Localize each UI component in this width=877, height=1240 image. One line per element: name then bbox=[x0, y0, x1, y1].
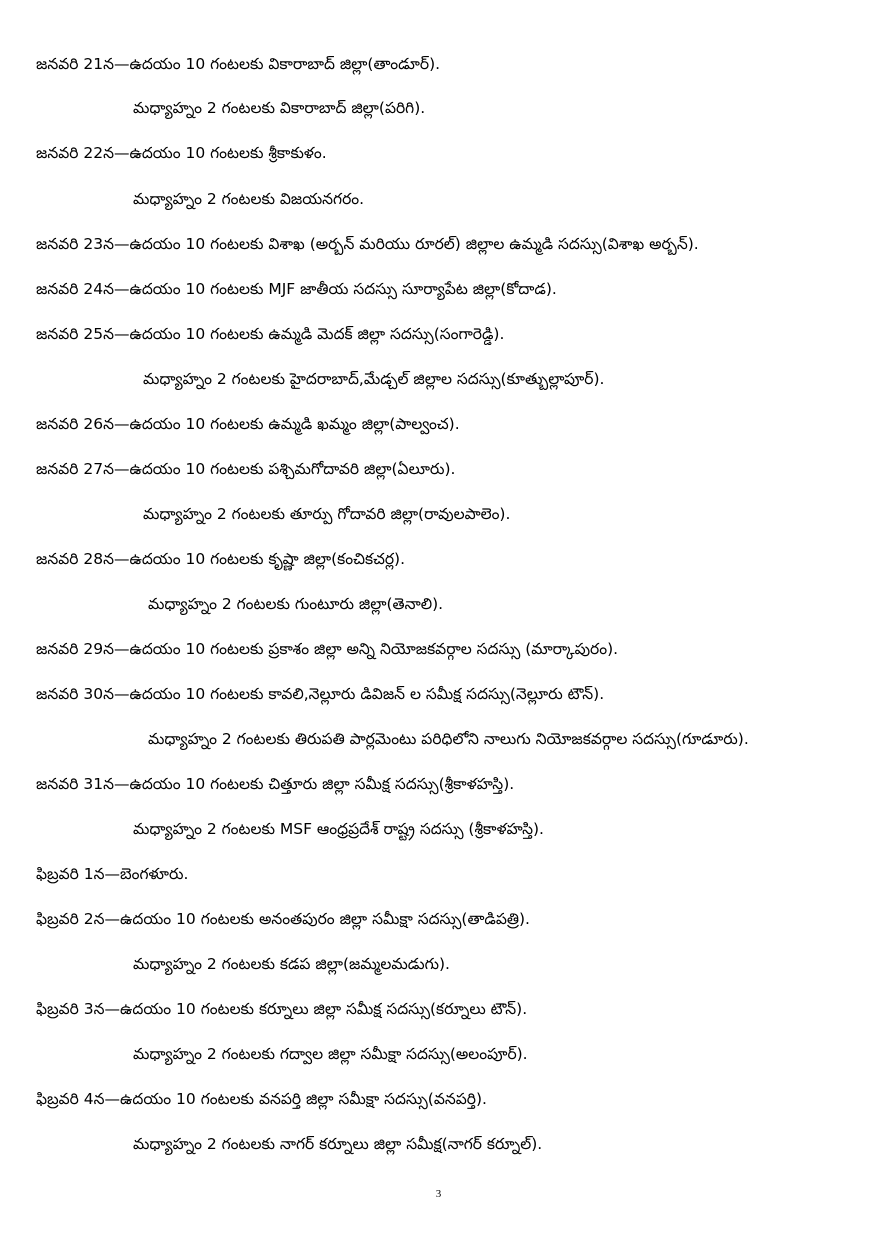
schedule-line: జనవరి 31న—ఉదయం 10 గంటలకు చిత్తూరు జిల్లా సమీక్ష సదస్సు(శ్రీకాళహస్తి). bbox=[36, 775, 515, 793]
schedule-line: మధ్యాహ్నం 2 గంటలకు విజయనగరం. bbox=[133, 190, 365, 208]
schedule-line: ఫిబ్రవరి 1న—బెంగళూరు. bbox=[36, 865, 189, 883]
schedule-line: మధ్యాహ్నం 2 గంటలకు గద్వాల జిల్లా సమీక్షా సదస్సు(అలంపూర్). bbox=[133, 1045, 528, 1063]
schedule-line: జనవరి 28న—ఉదయం 10 గంటలకు కృష్ణా జిల్లా(కంచికచర్ల). bbox=[36, 550, 406, 568]
schedule-line: జనవరి 25న—ఉదయం 10 గంటలకు ఉమ్మడి మెదక్ జిల్లా సదస్సు(సంగారెడ్డి). bbox=[36, 325, 505, 343]
page-number: 3 bbox=[435, 1188, 442, 1200]
schedule-line: జనవరి 26న—ఉదయం 10 గంటలకు ఉమ్మడి ఖమ్మం జిల్లా(పాల్వంచ). bbox=[36, 415, 460, 433]
schedule-line: మధ్యాహ్నం 2 గంటలకు వికారాబాద్ జిల్లా(పరిగి). bbox=[133, 99, 426, 117]
schedule-line: జనవరి 23న—ఉదయం 10 గంటలకు విశాఖ (అర్బన్ మరియు రూరల్) జిల్లాల ఉమ్మడి సదస్సు(విశాఖ అర్బన్). bbox=[36, 235, 699, 253]
schedule-line: జనవరి 29న—ఉదయం 10 గంటలకు ప్రకాశం జిల్లా అన్ని నియోజకవర్గాల సదస్సు (మార్కాపురం). bbox=[36, 640, 619, 658]
schedule-line: ఫిబ్రవరి 4న—ఉదయం 10 గంటలకు వనపర్తి జిల్లా సమీక్షా సదస్సు(వనపర్తి). bbox=[36, 1090, 487, 1108]
schedule-line: జనవరి 27న—ఉదయం 10 గంటలకు పశ్చిమగోదావరి జిల్లా(ఏలూరు). bbox=[36, 460, 456, 478]
schedule-line: మధ్యాహ్నం 2 గంటలకు హైదరాబాద్,మేడ్చల్ జిల్లాల సదస్సు(కూత్బుల్లాపూర్). bbox=[143, 370, 605, 388]
schedule-line: జనవరి 24న—ఉదయం 10 గంటలకు MJF జాతీయ సదస్సు సూర్యాపేట జిల్లా(కోదాడ). bbox=[36, 280, 557, 298]
schedule-line: మధ్యాహ్నం 2 గంటలకు నాగర్ కర్నూలు జిల్లా సమీక్ష(నాగర్ కర్నూల్). bbox=[133, 1135, 543, 1153]
schedule-line: మధ్యాహ్నం 2 గంటలకు కడప జిల్లా(జమ్మలమడుగు). bbox=[133, 955, 450, 973]
schedule-line: జనవరి 21న—ఉదయం 10 గంటలకు వికారాబాద్ జిల్లా(తాండూర్). bbox=[36, 55, 441, 73]
schedule-line: మధ్యాహ్నం 2 గంటలకు తిరుపతి పార్లమెంటు పరిధిలోని నాలుగు నియోజకవర్గాల సదస్సు(గూడూరు). bbox=[148, 730, 749, 748]
schedule-line: మధ్యాహ్నం 2 గంటలకు గుంటూరు జిల్లా(తెనాలి). bbox=[148, 595, 444, 613]
schedule-line: ఫిబ్రవరి 2న—ఉదయం 10 గంటలకు అనంతపురం జిల్లా సమీక్షా సదస్సు(తాడిపత్రి). bbox=[36, 910, 530, 928]
schedule-line: మధ్యాహ్నం 2 గంటలకు MSF ఆంధ్రప్రదేశ్ రాష్ట్ర సదస్సు (శ్రీకాళహస్తి). bbox=[133, 820, 544, 838]
schedule-line: మధ్యాహ్నం 2 గంటలకు తూర్పు గోదావరి జిల్లా(రావులపాలెం). bbox=[143, 505, 511, 523]
schedule-line: ఫిబ్రవరి 3న—ఉదయం 10 గంటలకు కర్నూలు జిల్లా సమీక్ష సదస్సు(కర్నూలు టౌన్). bbox=[36, 1000, 528, 1018]
schedule-line: జనవరి 22న—ఉదయం 10 గంటలకు శ్రీకాకుళం. bbox=[36, 144, 327, 162]
schedule-line: జనవరి 30న—ఉదయం 10 గంటలకు కావలి,నెల్లూరు డివిజన్ ల సమీక్ష సదస్సు(నెల్లూరు టౌన్). bbox=[36, 685, 605, 703]
